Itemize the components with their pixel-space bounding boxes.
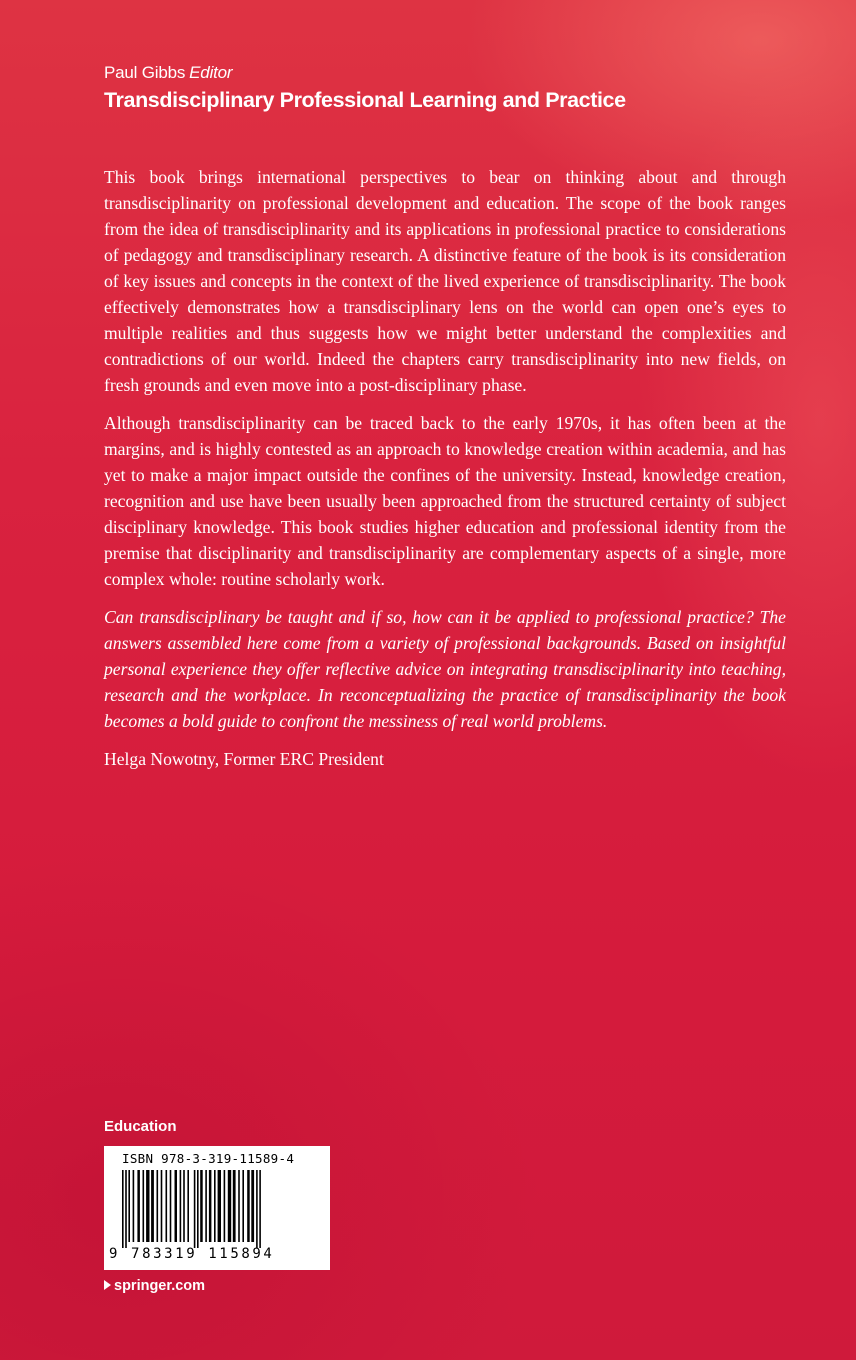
barcode-bar xyxy=(122,1170,124,1248)
arrow-right-icon xyxy=(104,1280,111,1290)
barcode-bar xyxy=(259,1170,261,1248)
barcode-bar xyxy=(218,1170,221,1242)
barcode-bar xyxy=(233,1170,236,1242)
barcode-bar xyxy=(197,1170,199,1248)
endorsement-quote: Can transdisciplinary be taught and if so, how can it be applied to professional practice? The answers assembled here come from a variety of professional backgrounds. Based on insightful personal experience they offer reflective advice on integrating transdisciplinarity into teaching, research and the workplace. In reconceptualizing the practice of transdisciplinarity the book becomes a bold guide to confront the messiness of real world problems. xyxy=(104,607,786,731)
barcode-bar xyxy=(137,1170,140,1242)
editor-name: Paul Gibbs xyxy=(104,63,186,82)
blurb-paragraph-2: Although transdisciplinarity can be traced back to the early 1970s, it has often been at the margins, and is highly contested as an approach to knowledge creation within academia, and has yet to make a major impact outside the confines of the university. Instead, knowledge creation, recognition and use have been usually been approached from the structured certainty of subject disciplinary knowledge. This book studies higher education and professional identity from the premise that disciplinarity and transdisciplinarity are complementary aspects of a single, more complex whole: routine scholarly work. xyxy=(104,413,786,589)
barcode-bar xyxy=(128,1170,130,1242)
barcode-bar xyxy=(146,1170,149,1242)
barcode-bar xyxy=(224,1170,226,1242)
cover-header xyxy=(104,62,804,114)
editor-line xyxy=(104,62,804,84)
publisher-url: springer.com xyxy=(114,1278,206,1294)
barcode-bar xyxy=(125,1170,127,1248)
publisher-link[interactable] xyxy=(104,1276,205,1296)
barcode-bar xyxy=(187,1170,189,1242)
barcode-bar xyxy=(242,1170,244,1242)
barcode-bar xyxy=(256,1170,258,1248)
isbn-label: ISBN 978-3-319-11589-4 xyxy=(122,1151,295,1166)
barcode-bar xyxy=(205,1170,207,1242)
barcode-bar xyxy=(200,1170,203,1242)
barcode-bar xyxy=(228,1170,231,1242)
barcode-bar xyxy=(247,1170,250,1242)
barcode-bar xyxy=(166,1170,168,1242)
barcode-bar xyxy=(209,1170,212,1242)
blurb xyxy=(104,164,786,784)
endorsement-attribution: Helga Nowotny, Former ERC President xyxy=(104,749,384,769)
subject-category: Education xyxy=(104,1118,177,1135)
barcode-bar xyxy=(251,1170,254,1242)
ean-digits: 9 783319 115894 xyxy=(109,1246,275,1262)
barcode-bar xyxy=(238,1170,240,1242)
barcode-bar xyxy=(157,1170,159,1242)
barcode-bars xyxy=(122,1170,318,1248)
barcode-bar xyxy=(161,1170,163,1242)
barcode-bar xyxy=(180,1170,182,1242)
barcode-bar xyxy=(183,1170,185,1242)
barcode-bar xyxy=(194,1170,196,1248)
blurb-paragraph-1: This book brings international perspectives to bear on thinking about and through transdisciplinarity on professional development and education. The scope of the book ranges from the idea of transdisciplinarity and its applications in professional practice to considerations of pedagogy and transdisciplinary research. A distinctive feature of the book is its consideration of key issues and concepts in the context of the lived experience of transdisciplinarity. The book effectively demonstrates how a transdisciplinary lens on the world can open one’s eyes to multiple realities and thus suggests how we might better understand the complexities and contradictions of our world. Indeed the chapters carry transdisciplinarity into new fields, on fresh grounds and even move into a post-disciplinary phase. xyxy=(104,167,786,395)
editor-role: Editor xyxy=(189,63,233,82)
book-title: Transdisciplinary Professional Learning and Practice xyxy=(104,88,626,112)
barcode-bar xyxy=(133,1170,135,1242)
barcode-bar xyxy=(143,1170,145,1242)
barcode-bar xyxy=(170,1170,172,1242)
barcode-bar xyxy=(214,1170,216,1242)
barcode-bar xyxy=(151,1170,154,1242)
barcode-bar xyxy=(175,1170,178,1242)
isbn-barcode xyxy=(104,1146,330,1270)
